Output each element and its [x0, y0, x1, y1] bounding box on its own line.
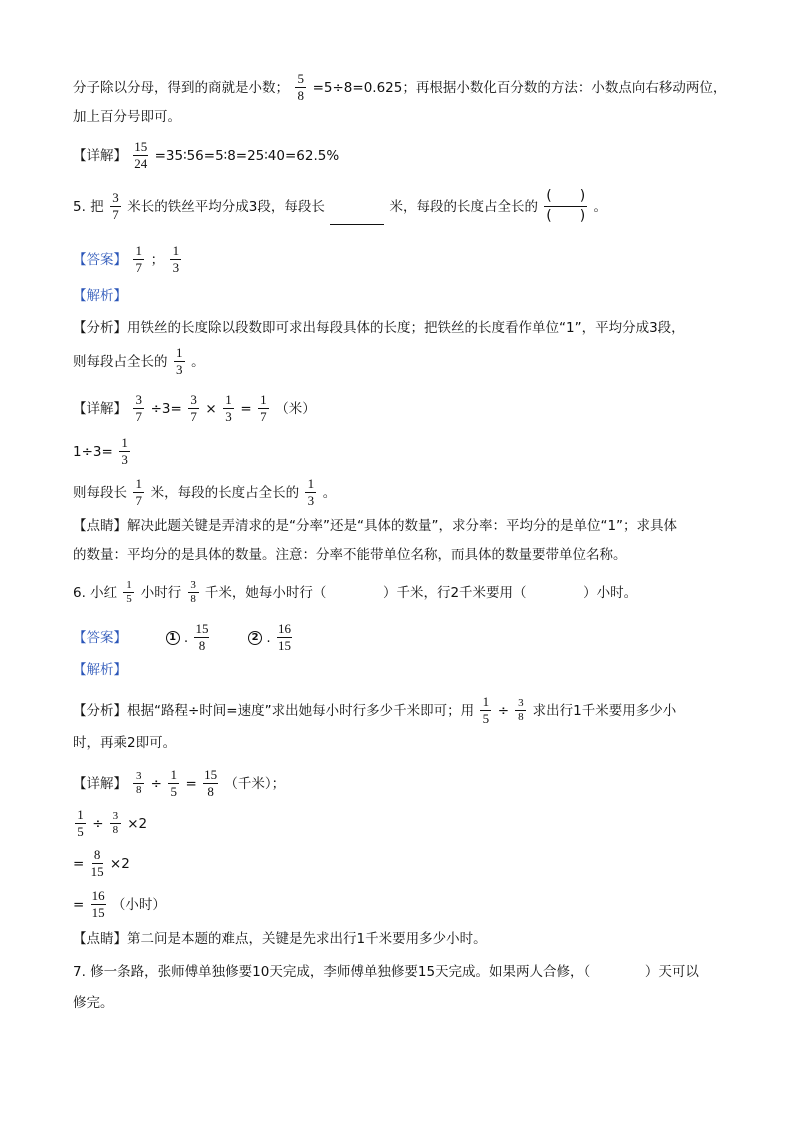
paren-fraction-blank: $\frac{( )}{( )}$: [546, 188, 586, 224]
detail-6-line2: $\frac{1}{5}$ ÷ $\frac{3}{8}$ ×2: [73, 808, 147, 839]
fenxi-6-line2: 时，再乘2即可。: [73, 735, 177, 751]
analysis-label: 【解析】: [73, 288, 127, 304]
text-line: 加上百分号即可。: [73, 109, 181, 125]
answer-5: 【答案】 $\frac{1}{7}$ ； $\frac{1}{3}$: [73, 244, 183, 275]
fenxi-5: 【分析】用铁丝的长度除以段数即可求出每段具体的长度；把铁丝的长度看作单位“1”，平均分成3段，: [73, 320, 685, 336]
circled-number: 1: [166, 631, 180, 645]
fraction: $\frac{1}{3}$: [174, 346, 185, 377]
dianjing-5-line2: 的数量：平均分的是具体的数量。注意：分率不能带单位名称，而具体的数量要带单位名称。: [73, 547, 627, 563]
dianjing-5: 【点睛】解决此题关键是弄清求的是“分率”还是“具体的数量”，求分率：平均分的是单位“1”；求具体: [73, 518, 678, 534]
fraction: $\frac{15}{24}$: [134, 139, 148, 171]
detail-5-line1: 【详解】 $\frac{3}{7}$ ÷3= $\frac{3}{7}$ × $\frac{1}{3}$ = $\frac{1}{7}$ （米）: [73, 392, 316, 424]
detail-5-line2: 1÷3= $\frac{1}{3}$: [73, 436, 132, 467]
fenxi-5-line2: 则每段占全长的 $\frac{1}{3}$ 。: [73, 345, 205, 377]
detail-6-line4: = $\frac{16}{15}$ （小时）: [73, 888, 166, 920]
fraction: $\frac{1}{7}$: [133, 244, 144, 275]
question-5: 5. 把 $\frac{3}{7}$ 米长的铁丝平均分成3段，每段长 米，每段的长度占全长的 $\frac{( )}{( )}$ 。: [73, 188, 607, 224]
detail-line: 【详解】 $\frac{15}{24}$ =35∶56=5∶8=25∶40=62.5%: [73, 139, 340, 171]
detail-6-line1: 【详解】 $\frac{3}{8}$ ÷ $\frac{1}{5}$ = $\frac{15}{8}$ （千米）；: [73, 767, 286, 799]
answer-label: 【答案】: [73, 251, 127, 268]
fenxi-6: 【分析】根据“路程÷时间=速度”求出她每小时行多少千米即可；用 $\frac{1}{5}$ ÷ $\frac{3}{8}$ 求出行1千米要用多少小: [73, 694, 677, 726]
dianjing-6: 【点睛】第二问是本题的难点，关键是先求出行1千米要用多少小时。: [73, 931, 487, 947]
circled-number: 2: [248, 631, 262, 645]
question-7: 7. 修一条路，张师傅单独修要10天完成，李师傅单独修要15天完成。如果两人合修，（ ）天可以: [73, 964, 699, 980]
question-6: 6. 小红 $\frac{1}{5}$ 小时行 $\frac{3}{8}$ 千米，她每小时行（ ）千米，行2千米要用（ ）小时。: [73, 579, 638, 605]
detail-label: 【详解】: [73, 147, 127, 164]
detail-5-line3: 则每段长 $\frac{1}{7}$ 米，每段的长度占全长的 $\frac{1}{3}$ 。: [73, 476, 337, 508]
fraction: $\frac{3}{7}$: [110, 191, 121, 222]
question-7-line2: 修完。: [73, 995, 114, 1011]
text: 分子除以分母，得到的商就是小数；: [73, 79, 289, 96]
text-line: [73, 72, 726, 103]
answer-blank: [330, 208, 384, 225]
text: =5÷8=0.625；再根据小数化百分数的方法：小数点向右移动两位，: [312, 79, 727, 96]
detail-6-line3: = $\frac{8}{15}$ ×2: [73, 847, 130, 879]
answer-6: 【答案】 1 . $\frac{15}{8}$ 2 . $\frac{16}{15}$: [73, 621, 291, 653]
fraction: $\frac{1}{3}$: [170, 244, 181, 275]
analysis-label: 【解析】: [73, 662, 127, 678]
fraction: $\frac{5}{8}$: [295, 72, 306, 103]
